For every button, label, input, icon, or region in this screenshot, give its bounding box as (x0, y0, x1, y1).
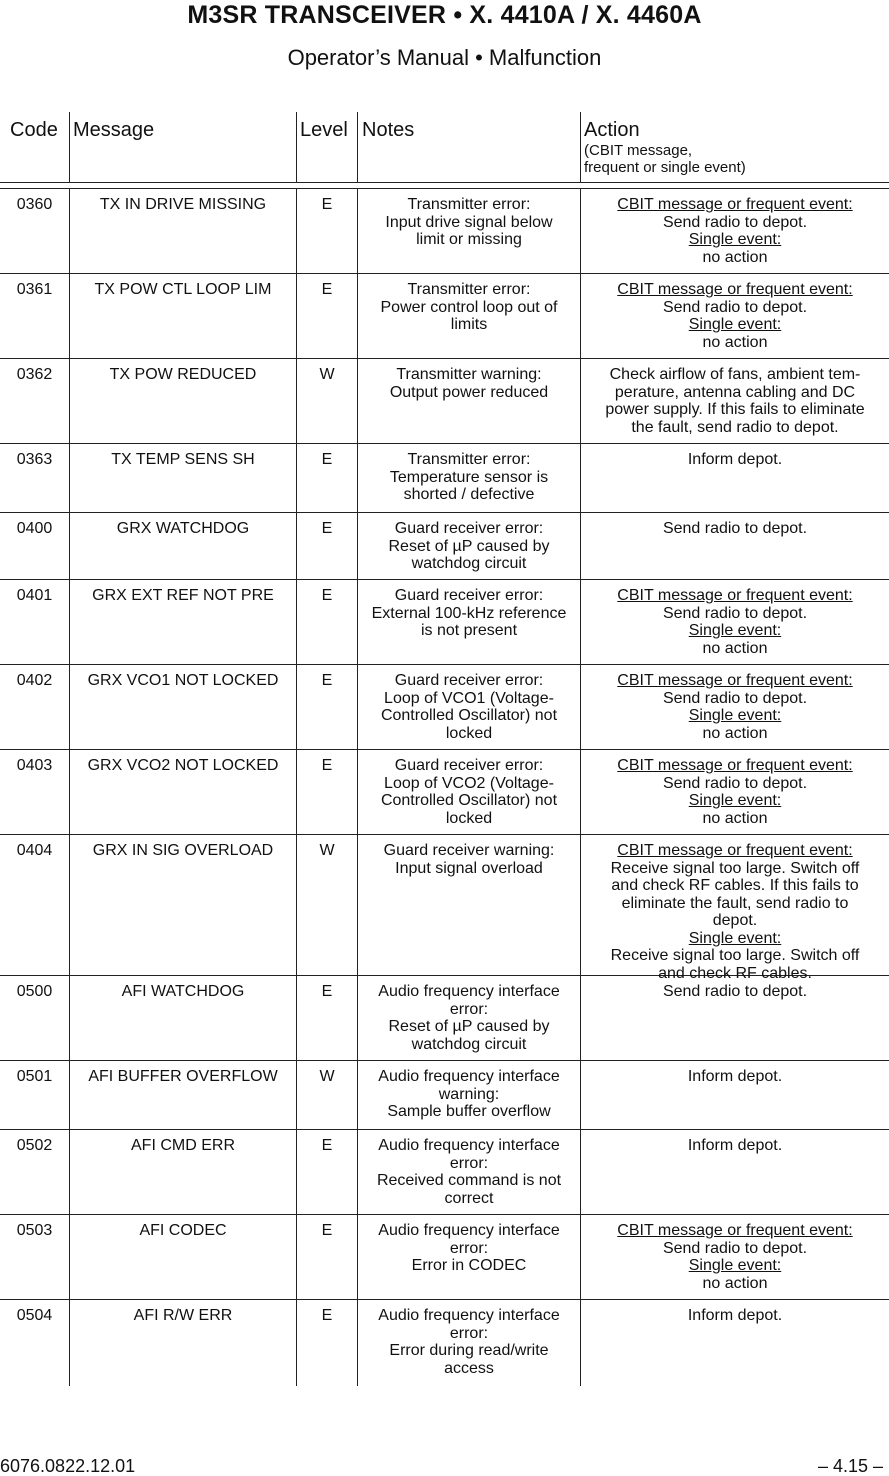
notes-line: Reset of µP caused by (388, 1018, 550, 1035)
col-header-action-sub1: (CBIT message, (584, 142, 693, 159)
level-cell: E (296, 1300, 357, 1386)
code-cell: 0360 (16, 196, 53, 213)
action-cell (580, 976, 887, 1060)
message-cell: GRX VCO1 NOT LOCKED (69, 665, 296, 749)
notes-line: warning: (438, 1085, 500, 1103)
col-header-code: Code (10, 119, 58, 141)
notes-line: Output power reduced (389, 383, 549, 401)
level-cell: W (296, 359, 357, 443)
notes-line: is not present (420, 622, 518, 639)
malfunction-table (0, 112, 889, 1386)
action-line: the fault, send radio to depot. (631, 418, 839, 436)
action-line: Send radio to depot. (662, 1239, 808, 1257)
notes-cell (357, 444, 580, 512)
notes-line: Loop of VCO2 (Voltage- (384, 774, 554, 792)
code-cell: 0361 (16, 281, 53, 298)
page-title: M3SR TRANSCEIVER • X. 4410A / X. 4460A (187, 1, 702, 29)
header-double-rule (0, 182, 889, 189)
level-cell: W (296, 835, 357, 975)
action-cell (580, 1061, 887, 1129)
action-cell (580, 444, 887, 512)
notes-cell (357, 1215, 580, 1299)
notes-line: watchdog circuit (411, 555, 527, 572)
notes-line: Input drive signal below (385, 213, 553, 231)
code-cell: 0400 (16, 520, 53, 537)
action-condition: CBIT message or frequent event: (617, 672, 853, 689)
action-line: Receive signal too large. Switch off (610, 947, 860, 964)
notes-line: Guard receiver error: (394, 757, 544, 774)
action-condition: Single event: (688, 231, 782, 248)
col-divider (580, 112, 581, 182)
action-line: Send radio to depot. (662, 774, 808, 792)
message-cell: GRX VCO2 NOT LOCKED (69, 750, 296, 834)
table-row (0, 580, 889, 665)
code-cell: 0502 (16, 1137, 53, 1154)
action-condition: CBIT message or frequent event: (617, 842, 853, 859)
col-divider (69, 112, 70, 182)
notes-line: Transmitter error: (407, 196, 531, 213)
action-cell (580, 189, 887, 273)
action-line: and check RF cables. If this fails to (611, 877, 859, 894)
notes-line: Temperature sensor is (389, 468, 549, 486)
notes-line: locked (445, 809, 493, 827)
notes-line: Audio frequency interface (378, 1068, 560, 1085)
notes-line: Controlled Oscillator) not (380, 707, 558, 724)
code-cell: 0404 (16, 842, 53, 859)
notes-cell (357, 665, 580, 749)
message-cell: AFI CMD ERR (69, 1130, 296, 1214)
action-condition: Single event: (688, 792, 782, 809)
table-body (0, 189, 889, 1386)
message-cell: GRX IN SIG OVERLOAD (69, 835, 296, 975)
notes-line: Received command is not (376, 1172, 562, 1189)
notes-cell (357, 359, 580, 443)
code-cell: 0501 (16, 1068, 53, 1085)
notes-cell (357, 750, 580, 834)
table-row (0, 1130, 889, 1215)
col-header-notes: Notes (362, 119, 415, 141)
message-cell: AFI CODEC (69, 1215, 296, 1299)
document-number: 6076.0822.12.01 (0, 1456, 136, 1476)
notes-line: watchdog circuit (411, 1035, 527, 1053)
action-line: depot. (712, 912, 758, 929)
notes-line: Error in CODEC (411, 1257, 527, 1274)
col-header-action (584, 118, 746, 176)
action-cell (580, 513, 887, 579)
notes-line: Power control loop out of (380, 298, 558, 316)
table-row (0, 1215, 889, 1300)
message-cell: AFI WATCHDOG (69, 976, 296, 1060)
notes-cell (357, 1130, 580, 1214)
notes-line: Audio frequency interface (378, 1307, 560, 1324)
table-row (0, 513, 889, 580)
col-header-action-sub2: frequent or single event) (584, 159, 746, 176)
table-header (0, 112, 889, 182)
code-cell: 0402 (16, 672, 53, 689)
action-cell (580, 750, 887, 834)
action-line: no action (702, 333, 768, 351)
table-row (0, 274, 889, 359)
action-condition: Single event: (688, 1257, 782, 1274)
notes-line: Sample buffer overflow (387, 1103, 551, 1120)
action-line: no action (702, 248, 768, 266)
notes-line: error: (449, 1000, 489, 1018)
notes-line: Loop of VCO1 (Voltage- (384, 689, 554, 707)
notes-line: error: (449, 1239, 489, 1257)
notes-cell (357, 1061, 580, 1129)
action-line: Send radio to depot. (662, 604, 808, 622)
notes-cell (357, 1300, 580, 1386)
message-cell: AFI R/W ERR (69, 1300, 296, 1386)
table-row (0, 359, 889, 444)
action-line: Inform depot. (687, 1307, 783, 1324)
action-cell (580, 359, 887, 443)
action-line: power supply. If this fails to eliminate (605, 401, 865, 418)
code-cell: 0363 (16, 451, 53, 468)
notes-line: External 100-kHz reference (371, 604, 567, 622)
page-subtitle: Operator’s Manual • Malfunction (287, 45, 602, 70)
message-cell: TX POW CTL LOOP LIM (69, 274, 296, 358)
notes-line: locked (445, 724, 493, 742)
level-cell: E (296, 444, 357, 512)
action-condition: Single event: (688, 316, 782, 333)
col-divider (296, 112, 297, 182)
notes-cell (357, 580, 580, 664)
notes-cell (357, 513, 580, 579)
level-cell: E (296, 1130, 357, 1214)
notes-line: Guard receiver error: (394, 520, 544, 537)
level-cell: E (296, 189, 357, 273)
action-line: Receive signal too large. Switch off (610, 859, 860, 877)
message-cell: TX TEMP SENS SH (69, 444, 296, 512)
notes-cell (357, 835, 580, 975)
action-line: no action (702, 724, 768, 742)
notes-line: shorted / defective (403, 486, 535, 503)
action-cell (580, 665, 887, 749)
action-condition: CBIT message or frequent event: (617, 196, 853, 213)
notes-line: Transmitter error: (407, 451, 531, 468)
notes-line: access (444, 1359, 494, 1377)
action-line: Send radio to depot. (662, 689, 808, 707)
col-header-level: Level (300, 119, 348, 141)
notes-line: Controlled Oscillator) not (380, 792, 558, 809)
message-cell: AFI BUFFER OVERFLOW (69, 1061, 296, 1129)
notes-line: Reset of µP caused by (388, 537, 550, 555)
action-condition: CBIT message or frequent event: (617, 757, 853, 774)
code-cell: 0401 (16, 587, 53, 604)
notes-cell (357, 976, 580, 1060)
page-number: – 4.15 – (817, 1456, 883, 1476)
action-condition: Single event: (688, 707, 782, 724)
notes-cell (357, 274, 580, 358)
message-cell: TX IN DRIVE MISSING (69, 189, 296, 273)
action-line: perature, antenna cabling and DC (614, 383, 856, 401)
table-row (0, 444, 889, 513)
notes-line: Audio frequency interface (378, 983, 560, 1000)
notes-line: Input signal overload (395, 859, 543, 877)
notes-line: Guard receiver error: (394, 672, 544, 689)
action-condition: CBIT message or frequent event: (617, 281, 853, 298)
level-cell: E (296, 976, 357, 1060)
action-line: no action (702, 1274, 768, 1292)
action-line: Inform depot. (687, 1068, 783, 1085)
level-cell: E (296, 513, 357, 579)
action-condition: CBIT message or frequent event: (617, 1222, 853, 1239)
action-line: Send radio to depot. (662, 983, 808, 1000)
notes-line: limits (450, 316, 488, 333)
col-header-action-label: Action (584, 119, 640, 141)
notes-line: error: (449, 1154, 489, 1172)
action-line: Send radio to depot. (662, 298, 808, 316)
notes-line: correct (444, 1189, 494, 1207)
message-cell: GRX EXT REF NOT PRE (69, 580, 296, 664)
notes-cell (357, 189, 580, 273)
notes-line: Error during read/write (389, 1342, 549, 1359)
action-line: Inform depot. (687, 451, 783, 468)
table-row (0, 665, 889, 750)
action-cell (580, 1130, 887, 1214)
action-condition: Single event: (688, 622, 782, 639)
code-cell: 0504 (16, 1307, 53, 1324)
notes-line: Guard receiver error: (394, 587, 544, 604)
notes-line: Transmitter warning: (396, 366, 542, 383)
notes-line: Guard receiver warning: (383, 842, 555, 859)
notes-line: Transmitter error: (407, 281, 531, 298)
message-cell: TX POW REDUCED (69, 359, 296, 443)
notes-line: limit or missing (416, 231, 522, 248)
level-cell: E (296, 665, 357, 749)
action-cell (580, 1300, 887, 1386)
col-header-message: Message (73, 119, 155, 141)
action-condition: CBIT message or frequent event: (617, 587, 853, 604)
action-cell (580, 580, 887, 664)
action-cell (580, 1215, 887, 1299)
level-cell: E (296, 580, 357, 664)
action-cell (580, 835, 887, 982)
table-row (0, 1300, 889, 1386)
level-cell: E (296, 274, 357, 358)
action-line: eliminate the fault, send radio to (621, 894, 849, 912)
action-condition: Single event: (688, 929, 782, 947)
code-cell: 0503 (16, 1222, 53, 1239)
table-row (0, 835, 889, 982)
action-line: no action (702, 639, 768, 657)
notes-line: Audio frequency interface (378, 1137, 560, 1154)
action-line: Send radio to depot. (662, 213, 808, 231)
table-row (0, 976, 889, 1061)
action-cell (580, 274, 887, 358)
action-line: Inform depot. (687, 1137, 783, 1154)
action-line: Check airflow of fans, ambient tem- (609, 366, 861, 383)
table-row (0, 1061, 889, 1130)
action-line: no action (702, 809, 768, 827)
notes-line: error: (449, 1324, 489, 1342)
action-line: and check RF cables. (658, 964, 812, 982)
level-cell: E (296, 1215, 357, 1299)
code-cell: 0362 (16, 366, 53, 383)
code-cell: 0403 (16, 757, 53, 774)
message-cell: GRX WATCHDOG (69, 513, 296, 579)
notes-line: Audio frequency interface (378, 1222, 560, 1239)
table-row (0, 750, 889, 835)
table-row (0, 189, 889, 274)
code-cell: 0500 (16, 983, 53, 1000)
level-cell: E (296, 750, 357, 834)
action-line: Send radio to depot. (662, 520, 808, 537)
col-divider (357, 112, 358, 182)
level-cell: W (296, 1061, 357, 1129)
